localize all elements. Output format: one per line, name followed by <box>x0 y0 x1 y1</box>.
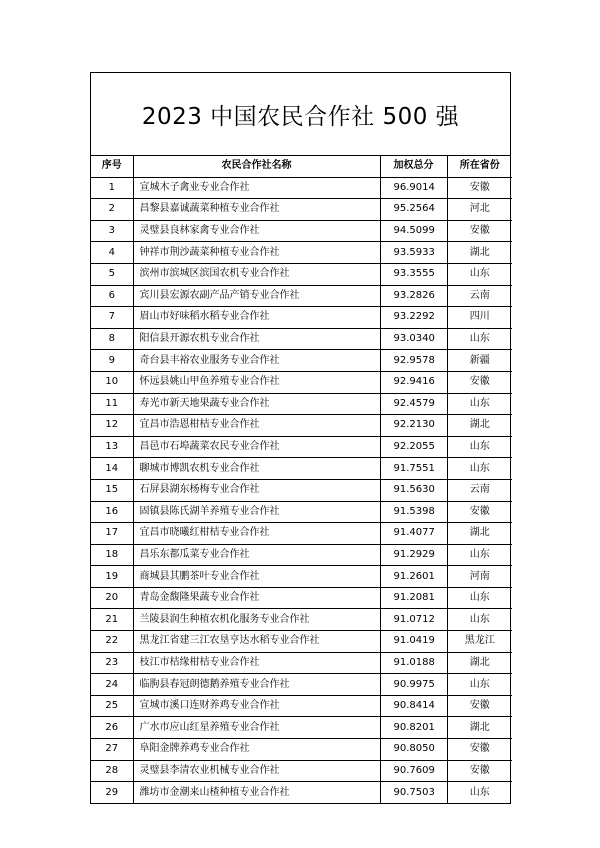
row-index: 4 <box>91 242 133 264</box>
row-name: 钟祥市荆沙蔬菜种植专业合作社 <box>133 242 380 264</box>
row-score: 92.9416 <box>380 371 447 393</box>
row-name: 石屏县湖东杨梅专业合作社 <box>133 479 380 501</box>
row-name: 青岛金馥隆果蔬专业合作社 <box>133 587 380 609</box>
row-index: 19 <box>91 566 133 588</box>
table-row <box>91 631 512 653</box>
row-province: 山东 <box>447 544 512 566</box>
row-score: 96.9014 <box>380 177 447 199</box>
row-index: 27 <box>91 739 133 761</box>
row-index: 18 <box>91 544 133 566</box>
row-name: 滨州市滨城区滨国农机专业合作社 <box>133 263 380 285</box>
row-name: 固镇县陈氏湖羊养殖专业合作社 <box>133 501 380 523</box>
row-province: 黑龙江 <box>447 631 512 653</box>
ranking-table <box>91 156 512 803</box>
row-name: 枝江市桔缘柑桔专业合作社 <box>133 652 380 674</box>
row-score: 90.7503 <box>380 782 447 803</box>
row-province: 山东 <box>447 436 512 458</box>
table-row <box>91 242 512 264</box>
row-name: 阳信县开源农机专业合作社 <box>133 328 380 350</box>
row-province: 山东 <box>447 674 512 696</box>
table-row <box>91 415 512 437</box>
table-row <box>91 350 512 372</box>
table-row <box>91 501 512 523</box>
table-row <box>91 782 512 803</box>
table-row <box>91 760 512 782</box>
row-province: 河北 <box>447 199 512 221</box>
table-row <box>91 587 512 609</box>
row-province: 四川 <box>447 307 512 329</box>
table-row <box>91 328 512 350</box>
row-score: 94.5099 <box>380 220 447 242</box>
row-score: 90.9975 <box>380 674 447 696</box>
table-row <box>91 458 512 480</box>
row-province: 山东 <box>447 458 512 480</box>
row-name: 广水市应山红星养殖专业合作社 <box>133 717 380 739</box>
row-index: 10 <box>91 371 133 393</box>
row-index: 7 <box>91 307 133 329</box>
row-province: 安徽 <box>447 220 512 242</box>
row-index: 17 <box>91 523 133 545</box>
row-name: 宣城市溪口连财养鸡专业合作社 <box>133 695 380 717</box>
row-province: 新疆 <box>447 350 512 372</box>
row-score: 92.9578 <box>380 350 447 372</box>
row-name: 宾川县宏源农副产品产销专业合作社 <box>133 285 380 307</box>
row-score: 91.7551 <box>380 458 447 480</box>
row-name: 兰陵县润生种植农机化服务专业合作社 <box>133 609 380 631</box>
row-score: 91.0419 <box>380 631 447 653</box>
ranking-sheet <box>90 72 511 804</box>
row-index: 2 <box>91 199 133 221</box>
row-score: 91.0712 <box>380 609 447 631</box>
row-score: 95.2564 <box>380 199 447 221</box>
row-province: 湖北 <box>447 652 512 674</box>
row-name: 临朐县春冠朗德鹅养殖专业合作社 <box>133 674 380 696</box>
row-index: 15 <box>91 479 133 501</box>
row-score: 90.8414 <box>380 695 447 717</box>
row-index: 14 <box>91 458 133 480</box>
row-name: 昌黎县嘉诚蔬菜种植专业合作社 <box>133 199 380 221</box>
table-row <box>91 544 512 566</box>
table-row <box>91 393 512 415</box>
row-index: 23 <box>91 652 133 674</box>
header-province: 所在省份 <box>447 156 512 177</box>
table-row <box>91 674 512 696</box>
table-body <box>91 177 512 803</box>
table-row <box>91 695 512 717</box>
row-index: 8 <box>91 328 133 350</box>
row-score: 90.8050 <box>380 739 447 761</box>
row-province: 湖北 <box>447 242 512 264</box>
row-score: 93.2292 <box>380 307 447 329</box>
row-index: 28 <box>91 760 133 782</box>
table-row <box>91 220 512 242</box>
table-row <box>91 177 512 199</box>
row-index: 12 <box>91 415 133 437</box>
row-name: 阜阳金牌养鸡专业合作社 <box>133 739 380 761</box>
row-name: 怀远县姚山甲鱼养殖专业合作社 <box>133 371 380 393</box>
row-index: 11 <box>91 393 133 415</box>
row-score: 93.5933 <box>380 242 447 264</box>
row-score: 91.2081 <box>380 587 447 609</box>
row-province: 安徽 <box>447 739 512 761</box>
row-score: 91.5398 <box>380 501 447 523</box>
row-index: 6 <box>91 285 133 307</box>
row-name: 聊城市博凯农机专业合作社 <box>133 458 380 480</box>
table-row <box>91 436 512 458</box>
row-score: 91.0188 <box>380 652 447 674</box>
table-row <box>91 371 512 393</box>
row-score: 90.8201 <box>380 717 447 739</box>
table-row <box>91 739 512 761</box>
row-index: 24 <box>91 674 133 696</box>
row-province: 山东 <box>447 263 512 285</box>
table-row <box>91 199 512 221</box>
header-index: 序号 <box>91 156 133 177</box>
header-score: 加权总分 <box>380 156 447 177</box>
row-index: 29 <box>91 782 133 803</box>
row-score: 91.2601 <box>380 566 447 588</box>
row-name: 灵璧县李清农业机械专业合作社 <box>133 760 380 782</box>
row-province: 山东 <box>447 393 512 415</box>
row-province: 山东 <box>447 782 512 803</box>
table-row <box>91 566 512 588</box>
row-name: 黑龙江省建三江农垦亨达水稻专业合作社 <box>133 631 380 653</box>
table-row <box>91 263 512 285</box>
row-score: 93.3555 <box>380 263 447 285</box>
row-index: 21 <box>91 609 133 631</box>
row-province: 湖北 <box>447 717 512 739</box>
table-row <box>91 479 512 501</box>
row-name: 奇台县丰裕农业服务专业合作社 <box>133 350 380 372</box>
row-name: 昌邑市石埠蔬菜农民专业合作社 <box>133 436 380 458</box>
row-province: 山东 <box>447 328 512 350</box>
row-score: 91.4077 <box>380 523 447 545</box>
table-row <box>91 717 512 739</box>
row-province: 山东 <box>447 609 512 631</box>
row-province: 湖北 <box>447 415 512 437</box>
row-name: 灵璧县良林家禽专业合作社 <box>133 220 380 242</box>
row-province: 安徽 <box>447 760 512 782</box>
row-index: 1 <box>91 177 133 199</box>
row-name: 商城县其鹏茶叶专业合作社 <box>133 566 380 588</box>
row-index: 25 <box>91 695 133 717</box>
row-province: 湖北 <box>447 523 512 545</box>
row-name: 宣城木子禽业专业合作社 <box>133 177 380 199</box>
table-row <box>91 307 512 329</box>
row-province: 河南 <box>447 566 512 588</box>
row-name: 昌乐东都瓜菜专业合作社 <box>133 544 380 566</box>
row-province: 云南 <box>447 285 512 307</box>
table-row <box>91 523 512 545</box>
row-index: 16 <box>91 501 133 523</box>
row-score: 90.7609 <box>380 760 447 782</box>
row-index: 9 <box>91 350 133 372</box>
row-province: 安徽 <box>447 501 512 523</box>
row-province: 安徽 <box>447 177 512 199</box>
header-row <box>91 156 512 177</box>
row-index: 22 <box>91 631 133 653</box>
row-score: 92.2055 <box>380 436 447 458</box>
table-row <box>91 652 512 674</box>
row-index: 5 <box>91 263 133 285</box>
table-row <box>91 609 512 631</box>
row-score: 91.5630 <box>380 479 447 501</box>
row-index: 3 <box>91 220 133 242</box>
page-title: 2023 中国农民合作社 500 强 <box>141 103 460 130</box>
header-name: 农民合作社名称 <box>133 156 380 177</box>
title-box <box>91 73 510 156</box>
row-index: 26 <box>91 717 133 739</box>
table-row <box>91 285 512 307</box>
row-score: 92.4579 <box>380 393 447 415</box>
row-index: 20 <box>91 587 133 609</box>
row-score: 93.0340 <box>380 328 447 350</box>
row-score: 92.2130 <box>380 415 447 437</box>
row-score: 93.2826 <box>380 285 447 307</box>
row-province: 安徽 <box>447 695 512 717</box>
row-name: 宜昌市浩恩柑桔专业合作社 <box>133 415 380 437</box>
row-index: 13 <box>91 436 133 458</box>
row-province: 山东 <box>447 587 512 609</box>
row-score: 91.2929 <box>380 544 447 566</box>
row-name: 眉山市好味稻水稻专业合作社 <box>133 307 380 329</box>
row-name: 寿光市新天地果蔬专业合作社 <box>133 393 380 415</box>
row-name: 宜昌市晓曦红柑桔专业合作社 <box>133 523 380 545</box>
row-province: 安徽 <box>447 371 512 393</box>
row-name: 潍坊市金潮来山楂种植专业合作社 <box>133 782 380 803</box>
row-province: 云南 <box>447 479 512 501</box>
